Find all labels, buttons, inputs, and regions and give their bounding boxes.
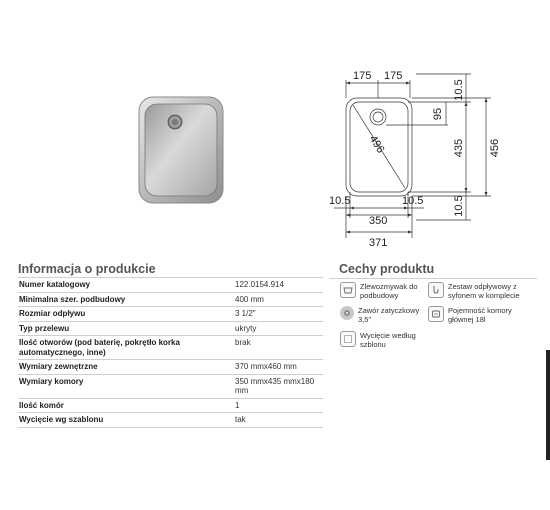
features-divider: [329, 278, 537, 279]
scrollbar-edge[interactable]: [546, 350, 550, 460]
product-info-table: [18, 277, 323, 428]
technical-drawing: [326, 60, 526, 250]
info-row-value: 370 mmx460 mm: [234, 360, 323, 375]
template-cutout-icon: [340, 331, 356, 347]
dim-top-offset: 10.5: [453, 79, 465, 101]
info-row-label: Wymiary komory: [18, 374, 234, 398]
info-row-value: 3 1/2": [234, 307, 323, 322]
info-row: [18, 374, 323, 398]
dim-inner-height: 435: [453, 138, 465, 158]
feature-item: [340, 306, 430, 324]
feature-item: [340, 331, 430, 349]
feature-label: Zawór zatyczkowy 3,5": [358, 306, 420, 324]
info-row-label: Wymiary zewnętrzne: [18, 360, 234, 375]
info-row-label: Minimalna szer. podbudowy: [18, 292, 234, 307]
dim-outer-height: 456: [489, 138, 501, 158]
siphon-icon: [428, 282, 444, 298]
info-row: [18, 292, 323, 307]
info-row-value: 350 mmx435 mmx180 mm: [234, 374, 323, 398]
info-row-label: Ilość komór: [18, 398, 234, 413]
feature-label: Zestaw odpływowy z syfonem w komplecie: [448, 282, 520, 300]
dim-outer-width: 371: [369, 237, 388, 249]
feature-item: [428, 306, 534, 324]
info-row-label: Numer katalogowy: [18, 278, 234, 293]
sink-product-photo: [138, 96, 224, 204]
info-row-value: 122.0154.914: [234, 278, 323, 293]
dim-diagonal: 496: [366, 133, 387, 156]
dim-drain: 95: [432, 107, 444, 121]
info-row: [18, 321, 323, 336]
undermount-sink-icon: [340, 282, 356, 298]
feature-item: [340, 282, 430, 300]
info-row-value: tak: [234, 413, 323, 428]
dim-top-left: 175: [353, 70, 372, 82]
info-row-value: 1: [234, 398, 323, 413]
feature-item: [428, 282, 534, 300]
info-row: [18, 336, 323, 360]
info-row: [18, 413, 323, 428]
feature-label: Wycięcie według szblonu: [360, 331, 416, 349]
info-row-label: Ilość otworów (pod baterię, pokrętło korka automatycznego, inne): [18, 336, 234, 360]
info-row-value: 400 mm: [234, 292, 323, 307]
product-info-title: Informacja o produkcie: [18, 262, 156, 276]
dim-top-right: 175: [384, 70, 403, 82]
bowl-capacity-icon: [428, 306, 444, 322]
info-row-label: Typ przelewu: [18, 321, 234, 336]
plug-valve-icon: [340, 306, 354, 320]
info-row: [18, 278, 323, 293]
info-row-label: Rozmiar odpływu: [18, 307, 234, 322]
dim-bottom-offset: 10.5: [453, 195, 465, 217]
info-row: [18, 307, 323, 322]
info-row-value: ukryty: [234, 321, 323, 336]
info-row-label: Wycięcie wg szablonu: [18, 413, 234, 428]
product-features-title: Cechy produktu: [339, 262, 435, 276]
dim-left-offset: 10.5: [329, 195, 351, 207]
info-row: [18, 360, 323, 375]
info-row-value: brak: [234, 336, 323, 360]
dim-right-offset: 10.5: [402, 195, 424, 207]
info-row: [18, 398, 323, 413]
dim-inner-width: 350: [369, 215, 388, 227]
feature-label: Pojemność komory głównej 18l: [448, 306, 512, 324]
feature-label: Zlewozmywak do podbudowy: [360, 282, 418, 300]
